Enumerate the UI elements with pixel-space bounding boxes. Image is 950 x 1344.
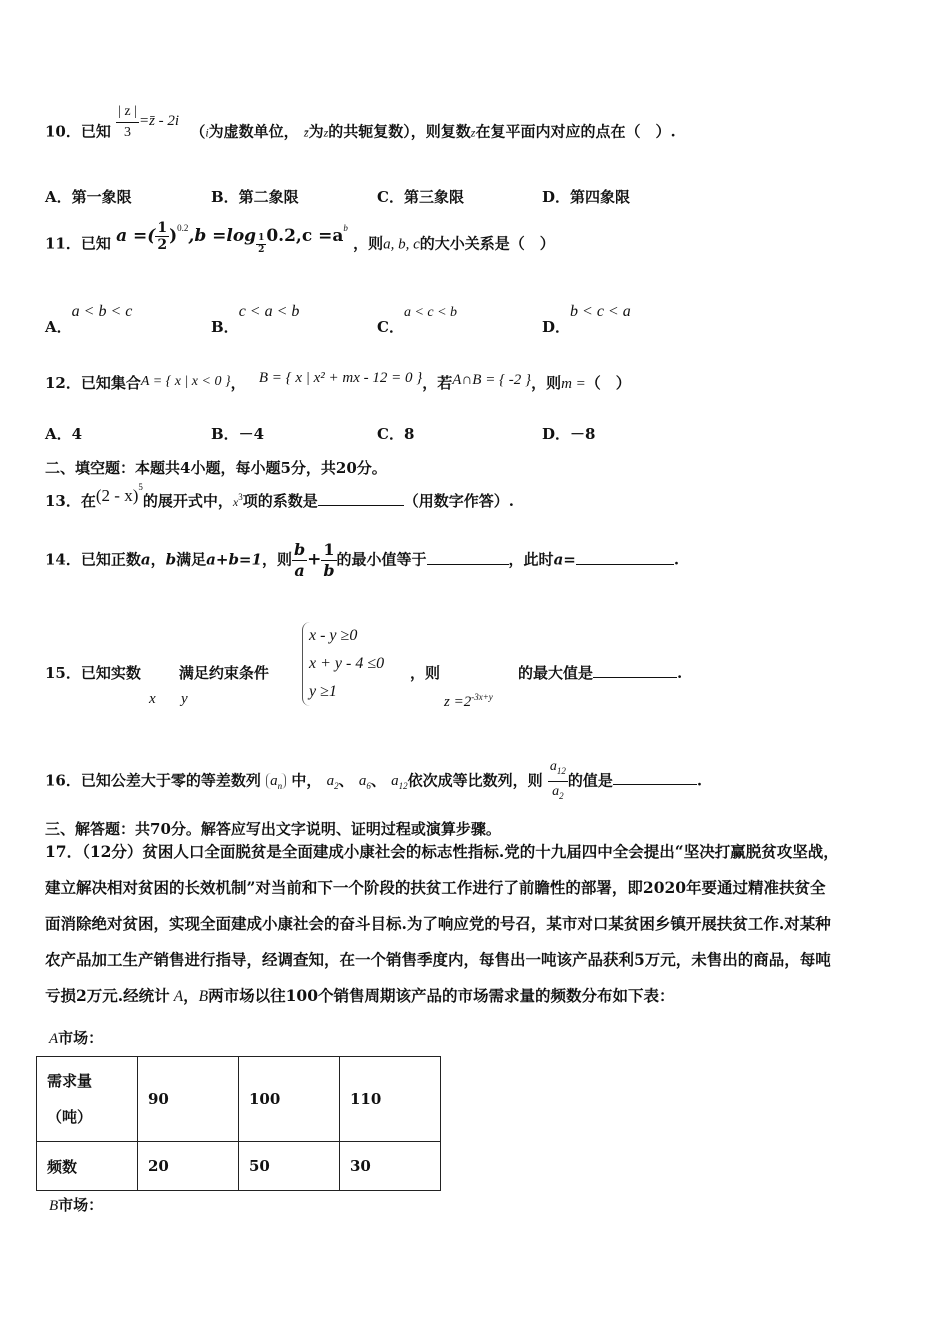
q12-option-b[interactable]: B．－4	[211, 425, 265, 443]
q17-var-b: B	[198, 988, 209, 1005]
section-2-heading: 二、填空题：本题共4小题，每小题5分，共20分。	[45, 459, 387, 477]
q11-option-c[interactable]	[377, 304, 458, 336]
q13-mid: 的展开式中，	[142, 492, 233, 510]
q13-lead: 在	[80, 492, 96, 510]
q15-var-y: y	[181, 691, 188, 707]
q10-frac-num: | z |	[116, 102, 139, 123]
q14-text-d: 的最小值等于	[336, 550, 427, 569]
table-header-demand-1: 需求量	[47, 1072, 93, 1090]
q13-answer-blank[interactable]	[318, 505, 404, 506]
q16-frac-den	[548, 782, 568, 806]
section-3-heading: 三、解答题：共70分。解答应写出文字说明、证明过程或演算步骤。	[45, 820, 501, 838]
q10-frac-den: 3	[124, 125, 132, 140]
table-cell-frequency-2: 50	[239, 1142, 340, 1191]
market-b-var: B	[49, 1198, 59, 1214]
q11-option-b-label: B．	[211, 318, 239, 336]
market-b-label	[49, 1194, 103, 1215]
q17-line-4: 农产品加工生产销售进行指导，经调查知，在一个销售季度内，每售出一吨该产品获利5万元，未售出的商品，每吨	[45, 950, 831, 969]
q10-zbar: z̄	[303, 125, 309, 140]
q14-number: 14．	[45, 550, 81, 569]
q16-seq	[266, 773, 286, 792]
q14	[45, 540, 679, 581]
q12-set-b: B = { x | x² + mx - 12 = 0 }	[258, 370, 423, 386]
q12	[45, 372, 631, 393]
q17-paragraph	[45, 834, 907, 1015]
q16-term-1-a: a	[326, 773, 335, 790]
q16-frac-den-a: a	[552, 783, 560, 799]
market-a-text: 市场：	[58, 1029, 104, 1047]
q14-text-c: ，则	[261, 550, 292, 569]
market-a-table	[36, 1056, 441, 1191]
q16-frac-den-sub: 2	[559, 790, 564, 801]
q10	[45, 104, 676, 153]
q15-z-expr: z =2	[444, 694, 472, 710]
q11-option-d-expr: b < c < a	[570, 303, 631, 320]
market-a-label	[49, 1027, 103, 1048]
q12-condition: A∩B = { -2 }	[452, 372, 532, 388]
q11-c-exp: b	[343, 222, 348, 233]
q16-term-3-a: a	[391, 773, 399, 790]
q16-frac-num-a: a	[549, 759, 557, 774]
q12-comma: ，	[230, 374, 246, 392]
q16-seq-a: a	[270, 773, 278, 790]
q16-seq-sub: n	[277, 781, 283, 792]
table-cell-demand-3: 110	[340, 1057, 441, 1142]
q17-line-5-a: 亏损2万元.经统计	[45, 986, 170, 1005]
q16-term-2-sub: 6	[366, 781, 371, 792]
q10-option-d[interactable]: D．第四象限	[542, 188, 631, 206]
q15-text-c: ，则	[410, 664, 441, 682]
q13-number: 13．	[45, 492, 81, 510]
table-cell-frequency-3: 30	[340, 1142, 441, 1191]
q11-option-c-expr: a < c < b	[403, 305, 458, 320]
q10-note-conj: 的共轭复数），则复数	[328, 122, 471, 141]
q11	[45, 220, 555, 261]
q17-line-5-sep: ，	[183, 986, 199, 1005]
q11-log-base	[256, 233, 266, 256]
q16-term-1-sub: 2	[334, 781, 339, 792]
q11-a-close: )	[169, 225, 178, 246]
q11-option-d[interactable]	[542, 303, 631, 336]
q12-set-a: A = { x | x < 0 }	[140, 374, 231, 389]
q12-option-d[interactable]: D．－8	[542, 425, 596, 443]
q13-exp: 5	[138, 482, 143, 492]
q11-tail: 的大小关系是（ ）	[419, 234, 555, 253]
q15-text-a: 已知实数	[80, 664, 141, 682]
q10-option-a[interactable]: A．第一象限	[45, 188, 132, 206]
q16-answer-blank[interactable]	[613, 784, 697, 785]
q11-b-def: ,b =log	[188, 225, 257, 246]
q11-option-b-expr: c < a < b	[238, 303, 300, 320]
q16-term-1	[326, 773, 339, 792]
q15-constraint-2: x + y - 4 ≤0	[309, 655, 385, 672]
q14-frac-2-num: 1	[323, 540, 335, 559]
table-cell-demand-2: 100	[239, 1057, 340, 1142]
q10-lead: 已知	[80, 122, 111, 141]
q12-if: ，若	[422, 374, 453, 392]
q14-text-b: 满足	[176, 550, 207, 569]
q10-option-b[interactable]: B．第二象限	[211, 188, 299, 206]
q16-term-3-sub: 12	[398, 781, 408, 792]
q12-lead: 已知集合	[80, 374, 141, 392]
q16-pause-2: 、	[370, 771, 386, 790]
q15-text-1	[45, 662, 269, 683]
q15-constraints	[302, 622, 384, 706]
q11-half-den: 2	[157, 237, 168, 253]
q16	[45, 757, 702, 806]
q14-answer-blank-2[interactable]	[576, 564, 674, 565]
q10-option-c[interactable]: C．第三象限	[377, 188, 464, 206]
q16-term-2-a: a	[358, 773, 367, 790]
q16-number: 16．	[45, 771, 81, 790]
q17-line-1: 17．（12分）贫困人口全面脱贫是全面建成小康社会的标志性指标.党的十九届四中全会提出“坚决打赢脱贫攻坚战，	[45, 842, 839, 861]
q14-a-eq: a=	[553, 550, 576, 569]
q16-frac-num-sub: 12	[556, 765, 566, 776]
q12-option-a[interactable]: A．4	[45, 425, 83, 443]
q11-option-a[interactable]	[45, 303, 133, 336]
q11-option-a-label: A．	[45, 318, 72, 336]
table-row-frequency	[37, 1142, 441, 1191]
q11-log-base-den: 2	[258, 245, 265, 255]
q17-line-2: 建立解决相对贫困的长效机制”对当前和下一个阶段的扶贫工作进行了前瞻性的部署，即2020年要通过精准扶贫全	[45, 878, 826, 897]
table-header-frequency: 频数	[37, 1142, 138, 1191]
q12-tail: （ ）	[585, 374, 631, 392]
table-row-demand	[37, 1057, 441, 1142]
table-cell-demand-1: 90	[138, 1057, 239, 1142]
q13-tail-b: （用数字作答）.	[403, 492, 514, 510]
q14-frac-2	[321, 540, 336, 581]
q16-text-d: 的值是	[567, 771, 613, 790]
q16-term-3	[391, 773, 408, 792]
q10-note-zbar: 为	[308, 122, 324, 141]
q15-text-b: 满足约束条件	[178, 664, 269, 682]
q12-m-eq: m =	[561, 376, 586, 392]
q15-constraint-1: x - y ≥0	[309, 627, 358, 644]
q10-z-var: z	[323, 125, 329, 140]
q17-line-5	[45, 978, 907, 1015]
q14-frac-1-den: a	[294, 561, 305, 580]
q10-note-open: （	[190, 122, 206, 141]
q11-lead: 已知	[80, 234, 111, 253]
q11-a-def: a =(	[116, 225, 156, 246]
q11-option-a-expr: a < b < c	[71, 303, 133, 320]
q14-var-a: a	[140, 550, 151, 569]
q16-text-a: 已知公差大于零的等差数列	[80, 771, 261, 790]
q14-period: .	[673, 550, 680, 569]
q15-constraint-3: y ≥1	[309, 683, 337, 700]
q11-log-base-num: 1	[258, 233, 265, 243]
q15-text-d: 的最大值是	[518, 664, 594, 682]
q16-period: .	[696, 771, 703, 790]
q14-cond: a+b=1	[206, 550, 262, 569]
q13-tail-a: 项的系数是	[242, 492, 318, 510]
q17-var-a: A	[173, 988, 184, 1005]
q14-plus: +	[307, 549, 322, 570]
table-header-demand-2: （吨）	[47, 1108, 93, 1126]
q13-term-exp: 3	[238, 492, 243, 502]
q14-var-b: b	[165, 550, 177, 569]
q11-option-d-label: D．	[542, 318, 571, 336]
q14-answer-blank-1[interactable]	[427, 564, 509, 565]
q13-expr: (2 - x)	[95, 486, 139, 505]
q16-pause-1: 、	[338, 771, 354, 790]
q15-constraint-brace	[302, 622, 384, 706]
q16-frac	[548, 757, 568, 806]
q15-period: .	[677, 664, 683, 682]
q10-note-i: 为虚数单位，	[208, 122, 299, 141]
q16-term-2	[358, 773, 371, 792]
q14-text-a: 已知正数	[80, 550, 141, 569]
q12-option-c[interactable]: C．8	[377, 425, 415, 443]
q16-frac-num	[548, 757, 568, 782]
q13	[45, 482, 514, 511]
q16-text-c: 依次成等比数列，则	[407, 771, 543, 790]
q11-mid: ，则	[353, 234, 384, 253]
q11-number: 11．	[45, 234, 81, 253]
q11-a-exp: 0.2	[177, 222, 189, 233]
q15-answer-blank[interactable]	[593, 677, 677, 678]
q12-then: ，则	[531, 374, 562, 392]
q11-option-c-label: C．	[377, 318, 404, 336]
q17-line-5-b: 两市场以往100个销售周期该产品的市场需求量的频数分布如下表：	[208, 986, 675, 1005]
table-header-demand	[37, 1057, 138, 1142]
q10-equation-rhs: =z̄ - 2i	[138, 112, 180, 129]
q11-half-frac	[155, 220, 169, 253]
q15-var-x: x	[149, 691, 156, 707]
q14-sep: ，	[150, 550, 166, 569]
q10-i-var: i	[205, 125, 209, 140]
q14-frac-1-num: b	[293, 540, 306, 559]
market-a-var: A	[49, 1031, 59, 1047]
q15-number: 15．	[45, 664, 81, 682]
q11-vars: a, b, c	[383, 236, 420, 253]
q15-text-2	[518, 662, 682, 683]
q17-line-3: 面消除绝对贫困，实现全面建成小康社会的奋斗目标.为了响应党的号召，某市对口某贫困乡镇开展扶贫工作.对某种	[45, 914, 831, 933]
q11-half-num: 1	[157, 220, 168, 236]
table-cell-frequency-1: 20	[138, 1142, 239, 1191]
q16-text-b: 中，	[291, 771, 322, 790]
q10-z-var-2: z	[470, 125, 476, 140]
q12-number: 12．	[45, 374, 81, 392]
q10-number: 10．	[45, 122, 81, 141]
q15-z-exp: -3x+y	[471, 692, 493, 702]
q11-c-def: 0.2,c =a	[266, 225, 344, 246]
q14-frac-2-den: b	[323, 561, 335, 580]
q15-objective	[444, 692, 493, 711]
q10-fraction	[116, 102, 139, 143]
market-b-text: 市场：	[58, 1196, 104, 1214]
q11-option-b[interactable]	[211, 303, 300, 336]
q10-note-tail: 在复平面内对应的点在（ ）.	[475, 122, 676, 141]
q14-frac-1	[292, 540, 307, 581]
q13-term: x	[232, 495, 239, 509]
q14-text-e: ，此时	[508, 550, 554, 569]
